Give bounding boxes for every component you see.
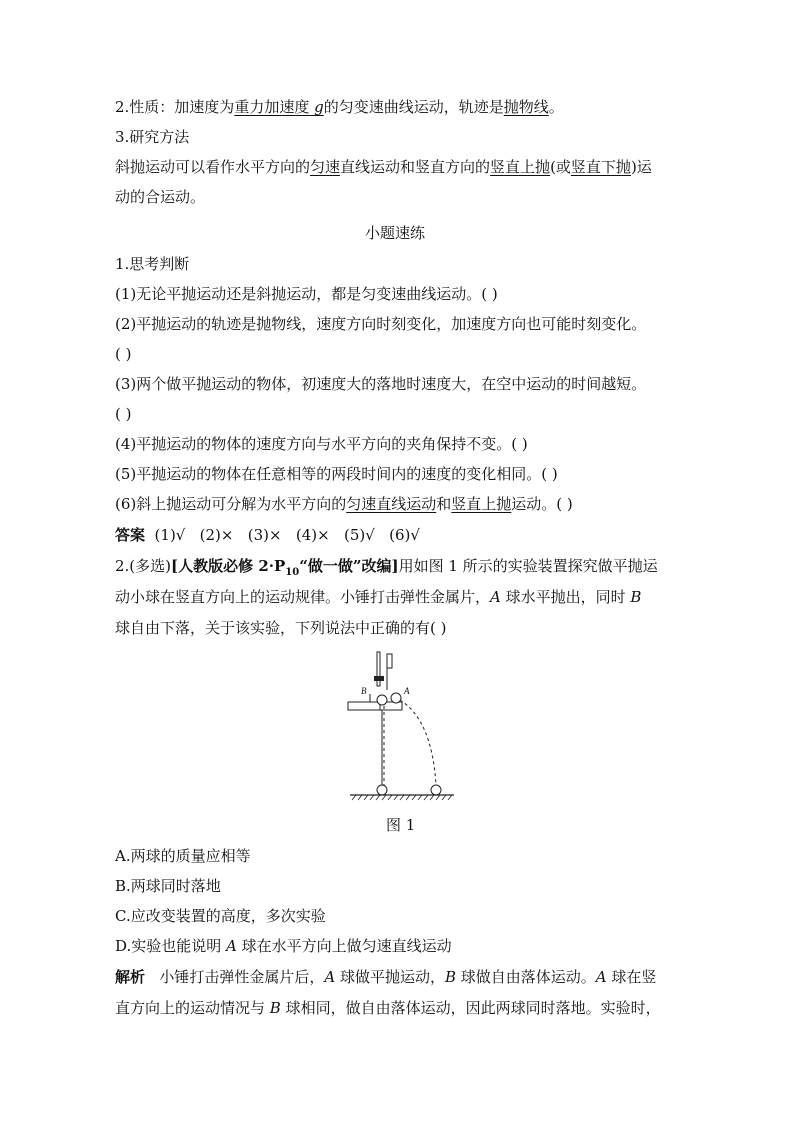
underlined-term: 匀速	[310, 158, 341, 176]
underlined-term: 抛物线	[503, 98, 549, 116]
option-a: A.两球的质量应相等	[115, 847, 251, 865]
text: 运动。( )	[511, 495, 573, 513]
underlined-term: 重力加速度	[234, 98, 310, 116]
underlined-term: 竖直下抛	[570, 158, 631, 176]
text: 球做自由落体运动。	[455, 968, 596, 986]
page-subscript: 10	[285, 567, 300, 578]
experiment-figure	[340, 650, 460, 802]
question-2-line-3: 球自由下落，关于该实验，下列说法中正确的有( )	[115, 619, 447, 637]
symbol: A	[490, 588, 501, 606]
question-1-item: (1)无论平抛运动还是斜抛运动，都是匀变速曲线运动。( )	[115, 285, 498, 303]
option-b: B.两球同时落地	[115, 877, 221, 895]
underlined-term: 竖直上抛	[490, 158, 551, 176]
method-line-1	[115, 157, 652, 177]
text: 2.性质：加速度为	[115, 98, 235, 116]
text: 用如图 1 所示的实验装置探究做平抛运	[398, 557, 658, 575]
option-c: C.应改变装置的高度，多次实验	[115, 907, 326, 925]
ball-b-start	[377, 695, 387, 705]
method-title: 3.研究方法	[115, 128, 190, 146]
analysis-line-2	[115, 998, 661, 1018]
question-1-item: (5)平抛运动的物体在任意相等的两段时间内的速度的变化相同。( )	[115, 465, 558, 483]
symbol: B	[630, 588, 642, 606]
symbol: B	[269, 999, 281, 1017]
symbol: A	[226, 937, 237, 955]
text: 的匀变速曲线运动，轨迹是	[323, 98, 504, 116]
ball-b-end	[377, 785, 387, 795]
platform	[348, 702, 380, 710]
text: 直方向上的运动情况与	[115, 999, 270, 1017]
text: 。	[548, 98, 564, 116]
text: 球在竖	[606, 968, 657, 986]
source-ref: “做一做”改编]	[299, 557, 399, 575]
label-b: B	[361, 686, 367, 696]
analysis-line-1	[115, 967, 656, 987]
section-title: 小题速练	[365, 224, 426, 242]
trajectory-a	[400, 700, 436, 785]
answer-text: (1)√ (2)× (3)× (4)× (5)√ (6)√	[145, 526, 420, 544]
hammer-head	[374, 676, 384, 681]
text: 球在水平方向上做匀速直线运动	[236, 937, 452, 955]
underlined-term: 匀速直线运动	[346, 495, 437, 513]
text: 斜抛运动可以看作水平方向的	[115, 158, 311, 176]
question-2-line-2	[115, 587, 641, 607]
text: 和	[436, 495, 452, 513]
text: 小锤打击弹性金属片后，	[145, 968, 325, 986]
ball-a-end	[431, 785, 441, 795]
ball-a-start	[391, 693, 401, 703]
text: (6)斜上抛运动可分解为水平方向的	[115, 495, 347, 513]
option-d	[115, 936, 452, 956]
text: 直线运动和竖直方向的	[340, 158, 491, 176]
question-1-item: (3)两个做平抛运动的物体，初速度大的落地时速度大，在空中运动的时间越短。	[115, 375, 647, 393]
text: (或	[550, 158, 571, 176]
analysis-label: 解析	[115, 968, 146, 986]
figure-caption: 图 1	[386, 816, 416, 834]
text: 球做平抛运动，	[335, 968, 445, 986]
metal-flag	[387, 654, 392, 668]
text: 动小球在竖直方向上的运动规律。小锤打击弹性金属片，	[115, 588, 491, 606]
property-line	[115, 97, 564, 117]
text: 球相同，做自由落体运动，因此两球同时落地。实验时，	[280, 999, 661, 1017]
question-1-blank: ( )	[115, 345, 132, 363]
answer-line	[115, 525, 420, 545]
source-ref: [人教版必修 2·P	[171, 557, 286, 575]
underlined-term: 竖直上抛	[451, 495, 512, 513]
answer-label: 答案	[115, 526, 146, 544]
symbol-g: g	[314, 98, 324, 116]
label-a: A	[404, 686, 410, 696]
question-1-item: (4)平抛运动的物体的速度方向与水平方向的夹角保持不变。( )	[115, 435, 528, 453]
method-line-2: 动的合运动。	[115, 188, 206, 206]
text: 球水平抛出，同时	[500, 588, 631, 606]
text: )运	[630, 158, 652, 176]
symbol: B	[444, 968, 456, 986]
symbol: A	[595, 968, 607, 986]
symbol: A	[324, 968, 336, 986]
question-1-item	[115, 494, 573, 514]
question-1-item: (2)平抛运动的轨迹是抛物线，速度方向时刻变化，加速度方向也可能时刻变化。	[115, 315, 647, 333]
question-1-blank: ( )	[115, 405, 132, 423]
question-2-line-1	[115, 556, 658, 583]
text: 2.(多选)	[115, 557, 172, 575]
text: D.实验也能说明	[115, 937, 227, 955]
question-1-title: 1.思考判断	[115, 255, 190, 273]
